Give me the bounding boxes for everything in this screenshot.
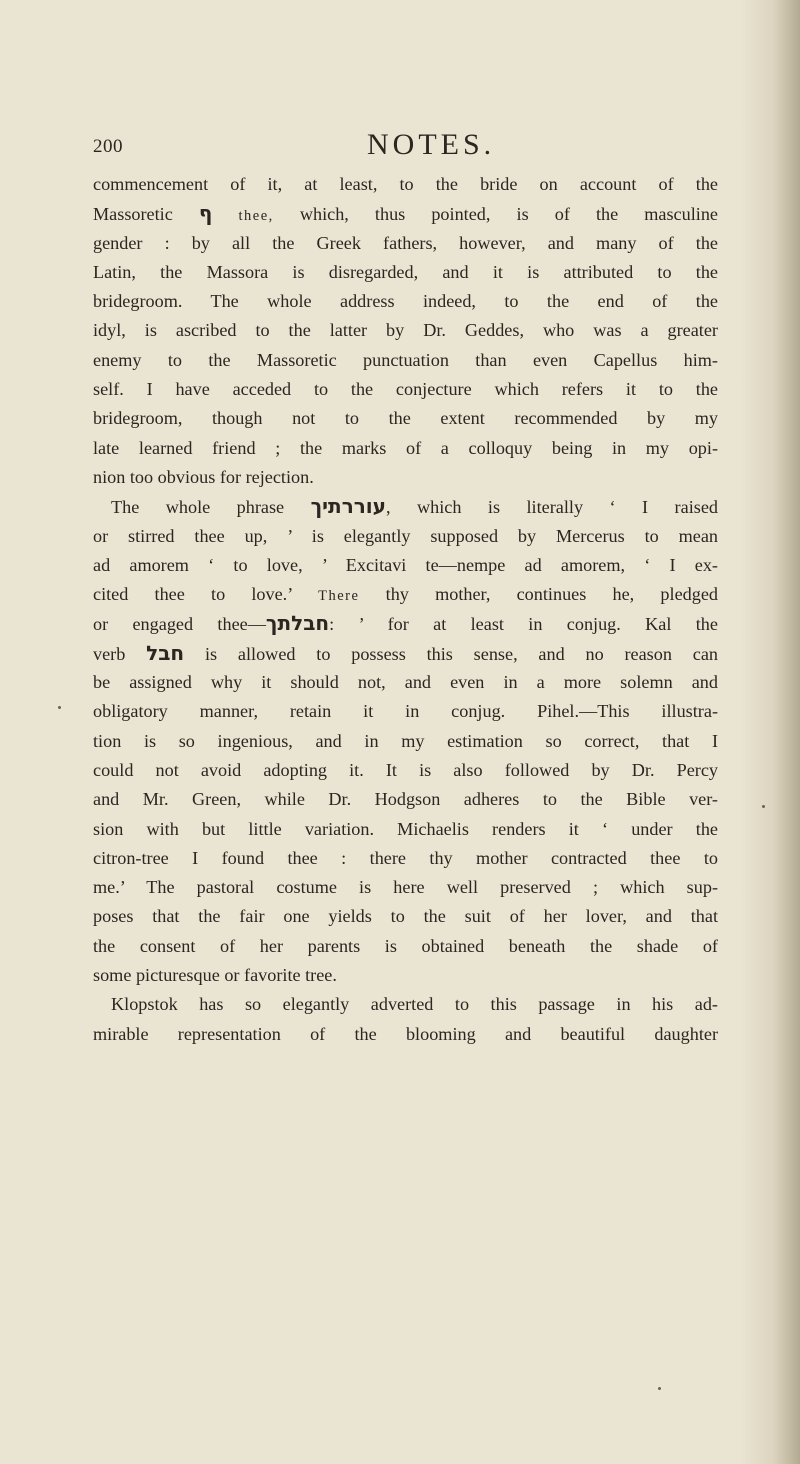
- hebrew-word: חבלתך: [265, 611, 330, 636]
- page-number: 200: [93, 136, 123, 157]
- text-run: or stirred thee up, ’ is elegantly supposed by Mercerus to mean: [93, 525, 718, 546]
- hebrew-word: ף: [198, 201, 213, 226]
- text-line: [93, 873, 718, 902]
- text-run: , which is literally ‘ I raised: [385, 497, 718, 518]
- small-caps-word: thee,: [238, 208, 274, 225]
- text-run: self. I have acceded to the conjecture which refers it to the: [93, 379, 718, 400]
- text-run: could not avoid adopting it. It is also followed by Dr. Percy: [93, 759, 718, 780]
- text-line: [93, 902, 718, 931]
- hebrew-word: חבל: [146, 640, 185, 665]
- text-run: citron-tree I found thee : there thy mother contracted thee to: [93, 847, 718, 868]
- text-line: [93, 961, 718, 990]
- page-speck: [762, 805, 765, 808]
- text-run: enemy to the Massoretic punctuation than even Capellus him-: [93, 349, 718, 370]
- page-header: [93, 120, 713, 170]
- text-line: [93, 551, 718, 580]
- text-run: and Mr. Green, while Dr. Hodgson adheres to the Bible ver-: [93, 789, 718, 810]
- text-run: tion is so ingenious, and in my estimation so correct, that I: [93, 730, 718, 751]
- text-line: [93, 639, 718, 668]
- page-speck: [58, 706, 61, 709]
- text-line: [93, 492, 718, 521]
- text-run: Massoretic: [93, 204, 199, 225]
- text-line: [93, 258, 718, 287]
- text-run: idyl, is ascribed to the latter by Dr. Geddes, who was a greater: [93, 320, 718, 341]
- text-line: [93, 170, 718, 199]
- text-run: Latin, the Massora is disregarded, and it is attributed to the: [93, 261, 718, 282]
- text-run: : ’ for at least in conjug. Kal the: [329, 614, 718, 635]
- text-line: [93, 404, 718, 433]
- text-run: be assigned why it should not, and even in a more solemn and: [93, 672, 718, 693]
- text-run: nion too obvious for rejection.: [93, 466, 314, 487]
- text-line: [93, 785, 718, 814]
- text-run: me.’ The pastoral costume is here well preserved ; which sup-: [93, 877, 718, 898]
- text-run: ad amorem ‘ to love, ’ Excitavi te—nempe ad amorem, ‘ I ex-: [93, 554, 718, 575]
- hebrew-word: עוררתיך: [310, 494, 386, 519]
- text-run: which, thus pointed, is of the masculine: [273, 204, 718, 225]
- text-line: [93, 932, 718, 961]
- text-run: bridegroom, though not to the extent recommended by my: [93, 408, 718, 429]
- body-text: [93, 170, 718, 1049]
- text-run: obligatory manner, retain it in conjug. Pihel.—This illustra-: [93, 701, 718, 722]
- text-run: or engaged thee—: [93, 614, 266, 635]
- text-run: gender : by all the Greek fathers, however, and many of the: [93, 232, 718, 253]
- text-line: [93, 229, 718, 258]
- text-line: [93, 434, 718, 463]
- text-line: [93, 815, 718, 844]
- page-speck: [658, 1387, 661, 1390]
- text-run: late learned friend ; the marks of a colloquy being in my opi-: [93, 437, 718, 458]
- text-run: commencement of it, at least, to the bride on account of the: [93, 174, 718, 194]
- text-line: [93, 316, 718, 345]
- text-run: verb: [93, 643, 147, 664]
- text-run: The whole phrase: [111, 497, 311, 518]
- text-line: [93, 199, 718, 228]
- text-line: [93, 375, 718, 404]
- text-run: [212, 204, 238, 224]
- text-line: [93, 1020, 718, 1049]
- text-line: [93, 668, 718, 697]
- text-run: thy mother, continues he, pledged: [359, 584, 718, 605]
- text-run: the consent of her parents is obtained beneath the shade of: [93, 935, 718, 956]
- text-line: [93, 844, 718, 873]
- text-run: some picturesque or favorite tree.: [93, 965, 337, 986]
- text-line: [93, 522, 718, 551]
- text-line: [93, 463, 718, 492]
- text-run: poses that the fair one yields to the suit of her lover, and that: [93, 906, 718, 927]
- text-line: [93, 287, 718, 316]
- text-line: [93, 609, 718, 638]
- text-run: bridegroom. The whole address indeed, to the end of the: [93, 291, 718, 312]
- text-run: is allowed to possess this sense, and no reason can: [184, 643, 718, 664]
- text-line: [93, 697, 718, 726]
- text-line: [93, 346, 718, 375]
- text-run: sion with but little variation. Michaelis renders it ‘ under the: [93, 818, 718, 839]
- text-run: mirable representation of the blooming and beautiful daughter: [93, 1023, 718, 1044]
- running-head: NOTES.: [367, 128, 496, 161]
- text-line: [93, 756, 718, 785]
- text-run: cited thee to love.’: [93, 584, 319, 605]
- page-edge-shadow: [740, 0, 800, 1464]
- text-line: [93, 727, 718, 756]
- text-line: [93, 990, 718, 1019]
- text-line: [93, 580, 718, 609]
- small-caps-word: There: [318, 588, 360, 605]
- text-run: Klopstok has so elegantly adverted to this passage in his ad-: [111, 994, 718, 1015]
